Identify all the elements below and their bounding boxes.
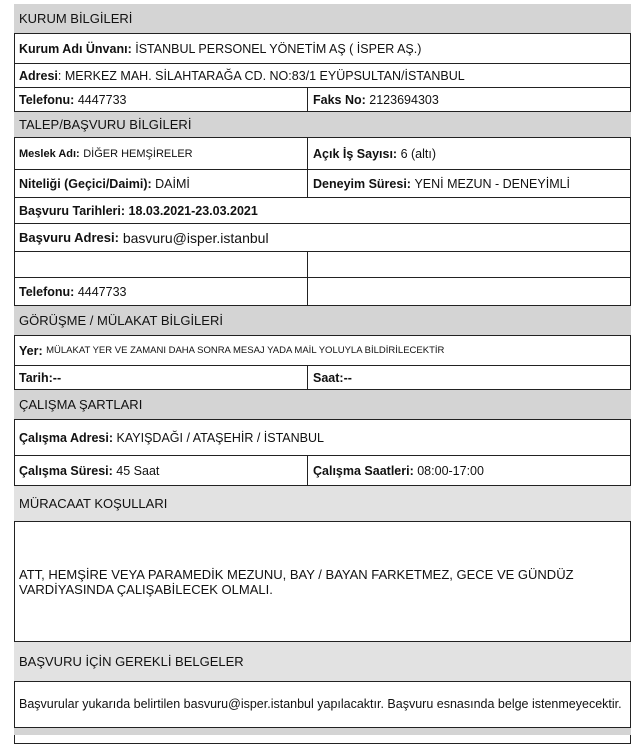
cell-saatler — [308, 456, 631, 485]
field-label: Deneyim Süresi: — [313, 176, 411, 191]
field-value: 45 Saat — [116, 463, 160, 478]
row-yer — [14, 336, 631, 366]
cell-acik-is — [308, 138, 631, 169]
field-label: Meslek Adı: — [19, 147, 80, 160]
cell-faks — [308, 88, 631, 111]
field-label: Başvuru Tarihleri: — [19, 203, 126, 218]
row-basvuru-adres — [14, 224, 631, 252]
field-value: İSTANBUL PERSONEL YÖNETİM AŞ ( İSPER AŞ.) — [135, 41, 422, 56]
field-value: DİĞER HEMŞİRELER — [83, 147, 193, 160]
field-label: Kurum Adı Ünvanı: — [19, 41, 132, 56]
cell-telefon — [14, 88, 308, 111]
field-label: Faks No: — [313, 92, 366, 107]
field-label: Tarih:-- — [19, 370, 62, 385]
cell-saat — [308, 366, 631, 389]
section-header-muracaat — [14, 486, 631, 522]
cell-empty-right — [308, 252, 631, 277]
field-value: 6 (altı) — [400, 146, 436, 161]
section-title: MÜRACAAT KOŞULLARI — [19, 496, 168, 511]
row-empty — [14, 252, 631, 278]
paragraph: ATT, HEMŞİRE VEYA PARAMEDİK MEZUNU, BAY / BAYAN FARKETMEZ, GECE VE GÜNDÜZ VARDİYASINDA ÇALIŞABİLECEK OLMALI. — [19, 566, 574, 597]
section-header-next — [14, 728, 631, 735]
section-title: TALEP/BAŞVURU BİLGİLERİ — [19, 117, 192, 132]
cell-meslek — [14, 138, 308, 169]
row-calisma-sure — [14, 456, 631, 486]
section-title: KURUM BİLGİLERİ — [19, 11, 133, 26]
section-title: ÇALIŞMA ŞARTLARI — [19, 397, 143, 412]
field-value: 2123694303 — [369, 92, 439, 107]
field-label: Telefonu: — [19, 92, 75, 107]
row-nitelik — [14, 170, 631, 198]
row-kurum-adres — [14, 64, 631, 88]
section-header-calisma — [14, 390, 631, 420]
cell-empty-left — [14, 252, 308, 277]
field-value: 4447733 — [77, 284, 127, 299]
field-value: KAYIŞDAĞI / ATAŞEHİR / İSTANBUL — [116, 430, 324, 445]
row-kurum-adi — [14, 34, 631, 64]
section-title: GÖRÜŞME / MÜLAKAT BİLGİLERİ — [19, 313, 223, 328]
cell-empty-right — [308, 278, 631, 305]
cell-deneyim — [308, 170, 631, 197]
field-label: Başvuru Adresi: — [19, 230, 119, 245]
row-tarih-saat — [14, 366, 631, 390]
row-meslek — [14, 138, 631, 170]
cell-telefon — [14, 278, 308, 305]
field-value: 4447733 — [77, 92, 127, 107]
field-value: : MERKEZ MAH. SİLAHTARAĞA CD. NO:83/1 EYÜPSULTAN/İSTANBUL — [57, 68, 465, 83]
row-muracaat-text — [14, 522, 631, 642]
field-label: Telefonu: — [19, 284, 75, 299]
cell-tarih — [14, 366, 308, 389]
section-header-gorusme — [14, 306, 631, 336]
field-label: Yer: — [19, 343, 43, 358]
field-label: Çalışma Süresi: — [19, 463, 113, 478]
row-belgeler-text — [14, 682, 631, 728]
field-value: 08:00-17:00 — [417, 463, 484, 478]
cell-nitelik — [14, 170, 308, 197]
row-talep-telefon — [14, 278, 631, 306]
row-calisma-adres — [14, 420, 631, 456]
field-value: basvuru@isper.istanbul — [122, 229, 269, 246]
cell-sure — [14, 456, 308, 485]
field-label: Adresi — [19, 68, 58, 83]
field-value: MÜLAKAT YER VE ZAMANI DAHA SONRA MESAJ YADA MAİL YOLUYLA BİLDİRİLECEKTİR — [46, 345, 445, 356]
section-header-kurum — [14, 4, 631, 34]
field-label: Açık İş Sayısı: — [313, 146, 398, 161]
row-kurum-iletisim — [14, 88, 631, 112]
row-basvuru-tarih — [14, 198, 631, 224]
paragraph: Başvurular yukarıda belirtilen basvuru@isper.istanbul yapılacaktır. Başvuru esnasında belge istenmeyecektir. — [19, 697, 622, 711]
section-title: BAŞVURU İÇİN GEREKLİ BELGELER — [19, 654, 244, 669]
section-header-belgeler — [14, 642, 631, 682]
field-value: YENİ MEZUN - DENEYİMLİ — [414, 176, 571, 191]
field-label: Çalışma Saatleri: — [313, 463, 414, 478]
field-label: Niteliği (Geçici/Daimi): — [19, 176, 152, 191]
field-value: DAİMİ — [155, 176, 190, 191]
field-label: Çalışma Adresi: — [19, 430, 114, 445]
section-header-talep — [14, 112, 631, 138]
field-value: 18.03.2021-23.03.2021 — [128, 203, 258, 218]
field-label: Saat:-- — [313, 370, 352, 385]
